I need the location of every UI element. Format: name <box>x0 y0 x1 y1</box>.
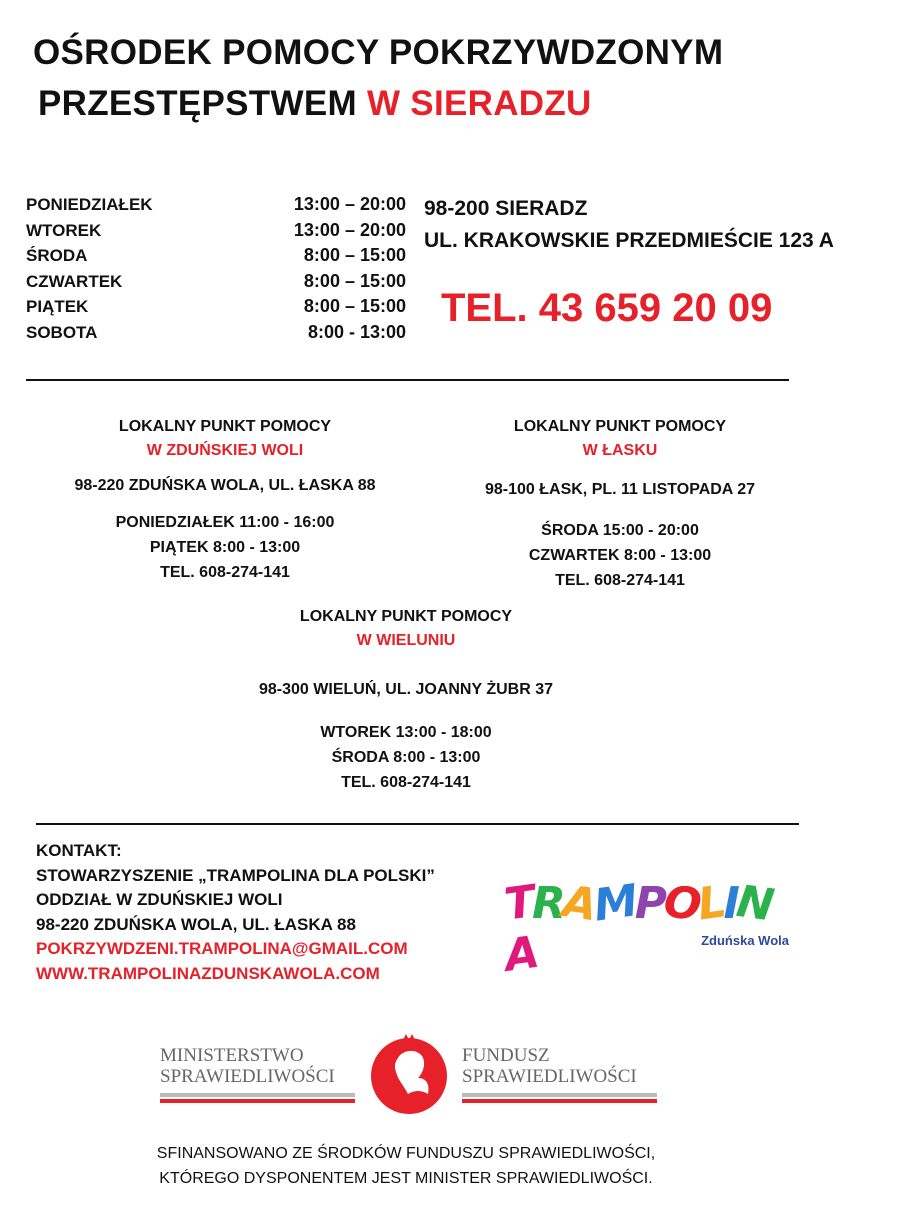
title-red-part: W SIERADZU <box>366 84 592 123</box>
ministry-logo <box>160 1045 355 1105</box>
contact-email-link[interactable]: POKRZYWDZENI.TRAMPOLINA@GMAIL.COM <box>36 939 408 958</box>
ministry-line2: SPRAWIEDLIWOŚCI <box>160 1066 335 1087</box>
fund-line2: SPRAWIEDLIWOŚCI <box>462 1066 637 1087</box>
trampolina-letter: M <box>590 875 639 932</box>
schedule-hours: 8:00 – 15:00 <box>303 296 406 316</box>
schedule-day: CZWARTEK <box>26 271 123 291</box>
schedule-hours: 8:00 – 15:00 <box>303 245 406 265</box>
schedule-hours: 13:00 – 20:00 <box>293 194 406 214</box>
schedule-day: PIĄTEK <box>26 297 89 316</box>
schedule-day: ŚRODA <box>26 246 88 265</box>
main-address-line2: UL. KRAKOWSKIE PRZEDMIEŚCIE 123 A <box>424 229 834 252</box>
funding-note <box>100 1141 712 1191</box>
local-point-town: W WIELUNIU <box>356 632 456 649</box>
trampolina-letter: N <box>733 875 775 932</box>
main-phone[interactable]: TEL. 43 659 20 09 <box>441 286 773 330</box>
contact-block <box>36 839 435 986</box>
trampolina-letter: R <box>532 878 563 929</box>
schedule-row <box>26 294 406 320</box>
trampolina-letter: P <box>634 878 665 929</box>
schedule-day: SOBOTA <box>26 322 98 342</box>
schedule-hours: 8:00 - 13:00 <box>307 321 406 342</box>
schedule-row <box>26 243 406 269</box>
divider-top <box>26 379 789 381</box>
local-point-hours-2: PIĄTEK 8:00 - 13:00 <box>149 539 301 556</box>
fund-stripe-grey <box>462 1093 657 1097</box>
trampolina-letter: L <box>694 876 727 931</box>
local-point-hours-2: CZWARTEK 8:00 - 13:00 <box>528 547 712 564</box>
divider-bottom <box>36 823 799 825</box>
funding-note-line2: KTÓREGO DYSPONENTEM JEST MINISTER SPRAWIEDLIWOŚCI. <box>159 1170 653 1187</box>
local-point-address: 98-100 ŁASK, PL. 11 LISTOPADA 27 <box>484 481 756 498</box>
local-point-hours-1: PONIEDZIAŁEK 11:00 - 16:00 <box>115 514 335 531</box>
local-point-address: 98-220 ZDUŃSKA WOLA, UL. ŁASKA 88 <box>74 477 376 494</box>
schedule-row <box>26 269 406 295</box>
funding-note-line1: SFINANSOWANO ZE ŚRODKÓW FUNDUSZU SPRAWIEDLIWOŚCI, <box>156 1145 656 1162</box>
local-point-lask <box>435 415 805 593</box>
main-address-line1: 98-200 SIERADZ <box>424 197 588 220</box>
trampolina-logo-subtitle: Zduńska Wola <box>701 933 789 948</box>
contact-branch: ODDZIAŁ W ZDUŃSKIEJ WOLI <box>36 890 283 909</box>
local-point-address: 98-300 WIELUŃ, UL. JOANNY ŻUBR 37 <box>259 681 553 698</box>
contact-website-link[interactable]: WWW.TRAMPOLINAZDUNSKAWOLA.COM <box>36 963 380 983</box>
trampolina-logo <box>501 875 795 982</box>
local-point-phone[interactable]: TEL. 608-274-141 <box>341 774 471 791</box>
local-point-heading: LOKALNY PUNKT POMOCY <box>513 418 727 435</box>
schedule-row <box>26 218 406 244</box>
contact-label: KONTAKT: <box>36 841 122 860</box>
trampolina-letter: A <box>559 876 598 931</box>
schedule-day: PONIEDZIAŁEK <box>26 195 153 214</box>
page-title-line1: OŚRODEK POMOCY POKRZYWDZONYM <box>33 33 724 72</box>
ministry-stripe-red <box>160 1099 355 1103</box>
trampolina-logo-letters <box>501 875 795 982</box>
page-title-line2 <box>38 84 592 124</box>
schedule-row <box>26 320 406 346</box>
ministry-stripe-grey <box>160 1093 355 1097</box>
trampolina-letter: O <box>660 875 702 932</box>
local-point-heading: LOKALNY PUNKT POMOCY <box>118 418 332 435</box>
local-point-heading: LOKALNY PUNKT POMOCY <box>299 608 513 625</box>
fund-line1: FUNDUSZ <box>462 1045 550 1066</box>
local-point-hours-1: ŚRODA 15:00 - 20:00 <box>541 522 699 539</box>
schedule-day: WTOREK <box>26 220 102 240</box>
title-black-part: PRZESTĘPSTWEM <box>38 84 357 123</box>
local-point-zdunska-wola <box>40 415 410 585</box>
contact-address: 98-220 ZDUŃSKA WOLA, UL. ŁASKA 88 <box>36 914 356 934</box>
trampolina-letter: A <box>501 927 540 982</box>
trampolina-letter: T <box>501 876 536 931</box>
local-point-hours-2: ŚRODA 8:00 - 13:00 <box>331 749 481 766</box>
fund-logo <box>462 1045 657 1105</box>
local-point-town: W ZDUŃSKIEJ WOLI <box>146 442 304 459</box>
schedule-hours: 8:00 – 15:00 <box>303 270 406 291</box>
eagle-emblem-icon <box>368 1028 450 1116</box>
local-point-wielun <box>220 605 592 795</box>
schedule-row <box>26 192 406 218</box>
trampolina-letter: I <box>723 878 737 929</box>
local-point-phone[interactable]: TEL. 608-274-141 <box>160 564 290 581</box>
fund-stripe-red <box>462 1099 657 1103</box>
schedule-hours: 13:00 – 20:00 <box>293 219 406 240</box>
ministry-line1: MINISTERSTWO <box>160 1045 304 1066</box>
local-point-phone[interactable]: TEL. 608-274-141 <box>555 572 685 589</box>
contact-org: STOWARZYSZENIE „TRAMPOLINA DLA POLSKI” <box>36 865 435 885</box>
local-point-town: W ŁASKU <box>582 442 658 459</box>
local-point-hours-1: WTOREK 13:00 - 18:00 <box>320 724 492 741</box>
opening-hours <box>26 192 406 345</box>
